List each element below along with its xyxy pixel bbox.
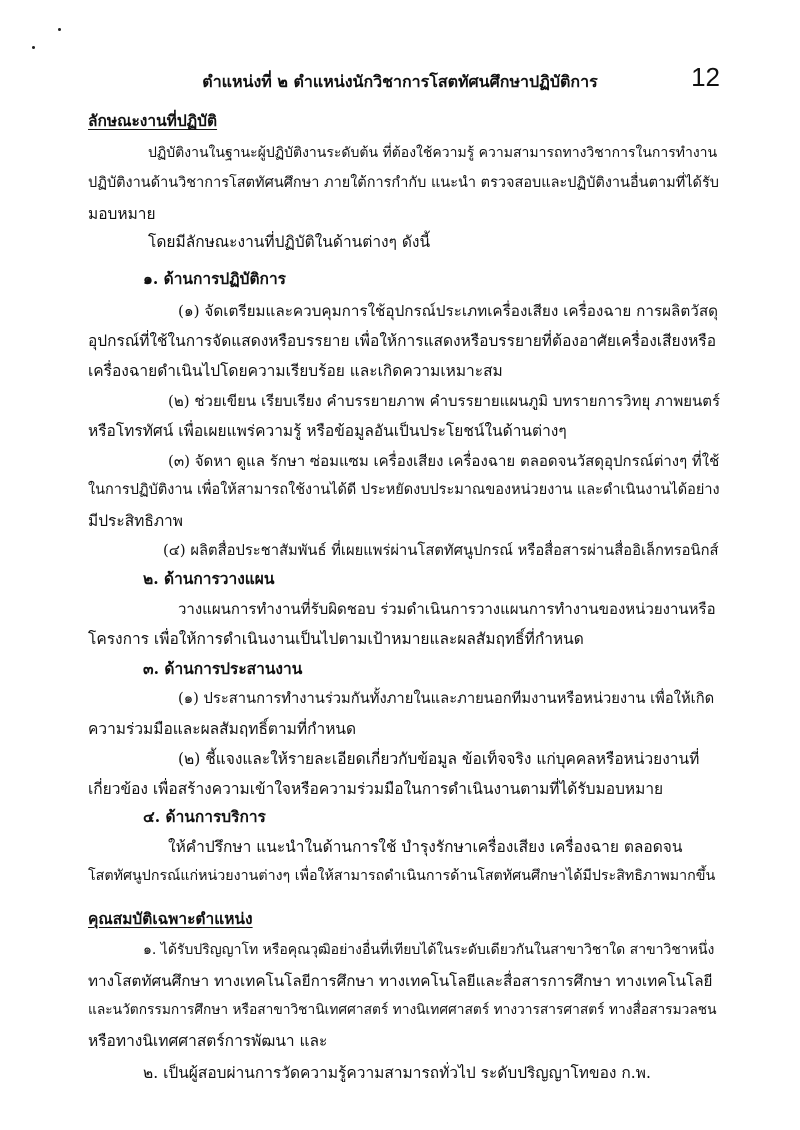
paragraph-line: โสตทัศนูปกรณ์แก่หน่วยงานต่างๆ เพื่อให้สามารถดำเนินการด้านโสตทัศนศึกษาได้มีประสิทธิภาพมากขึ้น xyxy=(88,868,716,884)
page-number: 12 xyxy=(691,62,720,92)
page-title: ตำแหน่งที่ ๒ ตำแหน่งนักวิชาการโสตทัศนศึกษาปฏิบัติการ xyxy=(202,72,598,91)
qualifications-heading: คุณสมบัติเฉพาะตำแหน่ง xyxy=(88,909,253,928)
paragraph-line: โดยมีลักษณะงานที่ปฏิบัติในด้านต่างๆ ดังนี้ xyxy=(148,233,431,251)
qualification-line: และนวัตกรรมการศึกษา หรือสาขาวิชานิเทศศาสตร์ ทางนิเทศศาสตร์ ทางวารสารศาสตร์ ทางสื่อสารมวลชน xyxy=(88,1002,717,1018)
list-item-line: มีประสิทธิภาพ xyxy=(88,512,183,530)
list-item-line: (๑) จัดเตรียมและควบคุมการใช้อุปกรณ์ประเภทเครื่องเสียง เครื่องฉาย การผลิตวัสดุ xyxy=(178,302,719,320)
list-item-line: อุปกรณ์ที่ใช้ในการจัดแสดงหรือบรรยาย เพื่อให้การแสดงหรือบรรยายที่ต้องอาศัยเครื่องเสียงหรือ xyxy=(88,332,717,350)
list-item-line: (๑) ประสานการทำงานร่วมกันทั้งภายในและภายนอกทีมงานหรือหน่วยงาน เพื่อให้เกิด xyxy=(178,690,715,707)
list-item-line: (๓) จัดหา ดูแล รักษา ซ่อมแซม เครื่องเสียง เครื่องฉาย ตลอดจนวัสดุอุปกรณ์ต่างๆ ที่ใช้ xyxy=(168,452,720,470)
qualification-line: หรือทางนิเทศศาสตร์การพัฒนา และ xyxy=(88,1032,328,1050)
paragraph-line: มอบหมาย xyxy=(88,205,156,223)
list-item-line: (๔) ผลิตสื่อประชาสัมพันธ์ ที่เผยแพร่ผ่านโสตทัศนูปกรณ์ หรือสื่อสารผ่านสื่ออิเล็กทรอนิกส์ xyxy=(163,542,719,559)
list-item-line: ในการปฏิบัติงาน เพื่อให้สามารถใช้งานได้ดี ประหยัดงบประมาณของหน่วยงาน และดำเนินงานได้อย่าง xyxy=(88,482,720,498)
job-nature-heading: ลักษณะงานที่ปฏิบัติ xyxy=(88,111,218,130)
paragraph-line: วางแผนการทำงานที่รับผิดชอบ ร่วมดำเนินการวางแผนการทำงานของหน่วยงานหรือ xyxy=(178,600,716,618)
scan-speck xyxy=(32,46,35,49)
paragraph-line: ให้คำปรึกษา แนะนำในด้านการใช้ บำรุงรักษาเครื่องเสียง เครื่องฉาย ตลอดจน xyxy=(168,838,683,856)
qualification-line: ๑. ได้รับปริญญาโท หรือคุณวุฒิอย่างอื่นที่เทียบได้ในระดับเดียวกันในสาขาวิชาใด สาขาวิชาหนึ่ง xyxy=(143,942,715,958)
paragraph-line: โครงการ เพื่อให้การดำเนินงานเป็นไปตามเป้าหมายและผลสัมฤทธิ์ที่กำหนด xyxy=(88,630,584,648)
list-item-line: เครื่องฉายดำเนินไปโดยความเรียบร้อย และเกิดความเหมาะสม xyxy=(88,362,503,380)
list-item-line: เกี่ยวข้อง เพื่อสร้างความเข้าใจหรือความร่วมมือในการดำเนินงานตามที่ได้รับมอบหมาย xyxy=(88,780,664,798)
paragraph-line: ปฏิบัติงานในฐานะผู้ปฏิบัติงานระดับต้น ที่ต้องใช้ความรู้ ความสามารถทางวิชาการในการทำงาน xyxy=(148,145,718,161)
paragraph-line: ปฏิบัติงานด้านวิชาการโสตทัศนศึกษา ภายใต้การกำกับ แนะนำ ตรวจสอบและปฏิบัติงานอื่นตามที่ได้รับ xyxy=(88,175,719,191)
list-item-line: (๒) ชี้แจงและให้รายละเอียดเกี่ยวกับข้อมูล ข้อเท็จจริง แก่บุคคลหรือหน่วยงานที่ xyxy=(178,750,700,768)
section-heading-coordination: ๓. ด้านการประสานงาน xyxy=(143,659,303,678)
scan-speck xyxy=(58,28,61,31)
section-heading-operations: ๑. ด้านการปฏิบัติการ xyxy=(143,269,286,288)
section-heading-service: ๔. ด้านการบริการ xyxy=(143,807,266,826)
list-item-line: หรือโทรทัศน์ เพื่อเผยแพร่ความรู้ หรือข้อมูลอันเป็นประโยชน์ในด้านต่างๆ xyxy=(88,422,567,440)
qualification-line: ๒. เป็นผู้สอบผ่านการวัดความรู้ความสามารถทั่วไป ระดับปริญญาโทของ ก.พ. xyxy=(143,1064,651,1082)
list-item-line: (๒) ช่วยเขียน เรียบเรียง คำบรรยายภาพ คำบรรยายแผนภูมิ บทรายการวิทยุ ภาพยนตร์ xyxy=(168,392,721,410)
section-heading-planning: ๒. ด้านการวางแผน xyxy=(143,569,275,588)
list-item-line: ความร่วมมือและผลสัมฤทธิ์ตามที่กำหนด xyxy=(88,720,357,738)
qualification-line: ทางโสตทัศนศึกษา ทางเทคโนโลยีการศึกษา ทางเทคโนโลยีและสื่อสารการศึกษา ทางเทคโนโลยี xyxy=(88,972,713,990)
